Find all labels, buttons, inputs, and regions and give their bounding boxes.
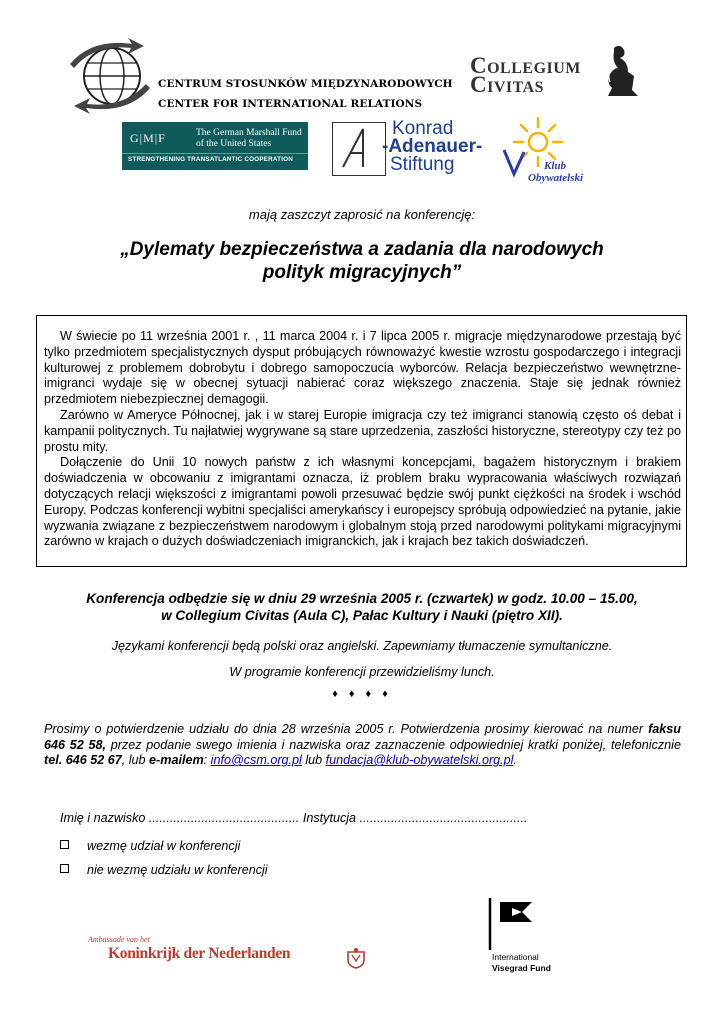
collegium-civitas-logo: Collegium Civitas [470,53,581,97]
phone-number: tel. 646 52 67 [44,753,122,768]
lunch-note: W programie konferencji przewidzieliśmy lunch. [229,665,495,679]
nl-embassy-small-text: Ambassade van het [88,935,150,944]
registration-fields [60,811,528,825]
languages-note: Językami konferencji będą polski oraz angielski. Zapewniamy tłumaczenie symultaniczne. [111,639,613,653]
institution-field[interactable]: ................................................ [356,811,528,825]
option-attend: wezmę udział w konferencji [60,839,240,853]
description-text [44,329,681,550]
nl-crest-icon [344,946,368,970]
fax-number: faksu 646 52 58, [44,722,681,752]
conference-title: „Dylematy bezpieczeństwa a zadania dla narodowych polityk migracyjnych” [120,239,604,283]
invitation-line: mają zaszczyt zaprosić na konferencję: [248,207,476,222]
description-paragraph: Zarówno w Ameryce Północnej, jak i w starej Europie imigracja czy też imigranci stanowią często oś debat i kampanii politycznych. Tu najłatwiej wygrywane są stare uprzedzenia, zaszłości historyczne, stereotypy czy też po prostu mity. [44,407,681,454]
nl-embassy-name: Koninkrijk der Nederlanden [108,945,291,962]
institution-label: Instytucja [302,811,357,825]
diamond-separator: ♦ ♦ ♦ ♦ [332,688,392,700]
conference-date-venue: Konferencja odbędzie się w dniu 29 września 2005 r. (czwartek) w godz. 10.00 – 15.00, w Collegium Civitas (Aula C), Pałac Kultury i Nauki (piętro XII). [86,591,638,623]
csm-logo-text: CENTRUM STOSUNKÓW MIĘDZYNARODOWYCH CENTER FOR INTERNATIONAL RELATIONS [158,78,453,110]
thinker-statue-icon [600,42,640,98]
klub-obywatelski-logo-text: Klub Obywatelski [528,160,583,184]
not-attend-checkbox[interactable] [60,864,69,873]
option-not-attend: nie wezmę udziału w konferencji [60,863,268,877]
ivf-logo-text: International Visegrad Fund [492,952,551,973]
kas-a-icon [333,123,383,173]
gmf-logo: G|M|F The German Marshall Fund of the United States STRENGTHENING TRANSATLANTIC COOPERATION [122,122,308,170]
name-label: Imię i nazwisko [60,811,146,825]
email-link-csm[interactable]: info@csm.org.pl [210,753,302,768]
attend-checkbox[interactable] [60,840,69,849]
email-link-klub[interactable]: fundacja@klub-obywatelski.org.pl [325,753,514,768]
kas-logo-mark [332,122,386,176]
name-field[interactable]: ........................................... [145,811,303,825]
kas-logo-text: Konrad -Adenauer- Stiftung [382,118,483,175]
description-paragraph: W świecie po 11 września 2001 r. , 11 marca 2004 r. i 7 lipca 2005 r. migracje międzynarodowe przestają być tylko przedmiotem specjalistycznych dysput próbujących równoważyć kwestie wzrostu gospodarczego i integracji kulturowej z problemem dobrobytu i dobrego samopoczucia wyborców. Relacja bezpieczeństwo wewnętrzne-imigranci wydaje się w obecnej sytuacji nabierać coraz większego znaczenia. Staje się jednak również przedmiotem niebezpiecznej demagogii. [44,329,681,407]
description-paragraph: Dołączenie do Unii 10 nowych państw z ich własnymi koncepcjami, bagażem historycznym i brakiem doświadczenia w obcowaniu z imigrantami oznacza, iż problem braku wypracowania właściwych rozwiązań dotyczących relacji większości z imigrantami powoli przesuwać będzie swój punkt ciężkości na środek i wschód Europy. Podczas konferencji wybitni specjaliści amerykańscy i europejscy spróbują odpowiedzieć na pytanie, jakie wyzwania związane z bezpieczeństwem narodowym i globalnym stoją przed narodowymi politykami migracyjnymi zarówno w krajach o dużych doświadczeniach imigranckich, jak i krajach bez takich doświadczeń. [44,455,681,549]
rsvp-paragraph: Prosimy o potwierdzenie udziału do dnia 28 września 2005 r. Potwierdzenia prosimy kierować na numer faksu 646 52 58, przez podanie swego imienia i nazwiska oraz zaznaczenie odpowiedniej kratki poniżej, telefonicznie tel. 646 52 67, lub e-mailem: info@csm.org.pl lub fundacja@klub-obywatelski.org.pl. [44,722,681,768]
csm-globe-logo [62,36,154,116]
